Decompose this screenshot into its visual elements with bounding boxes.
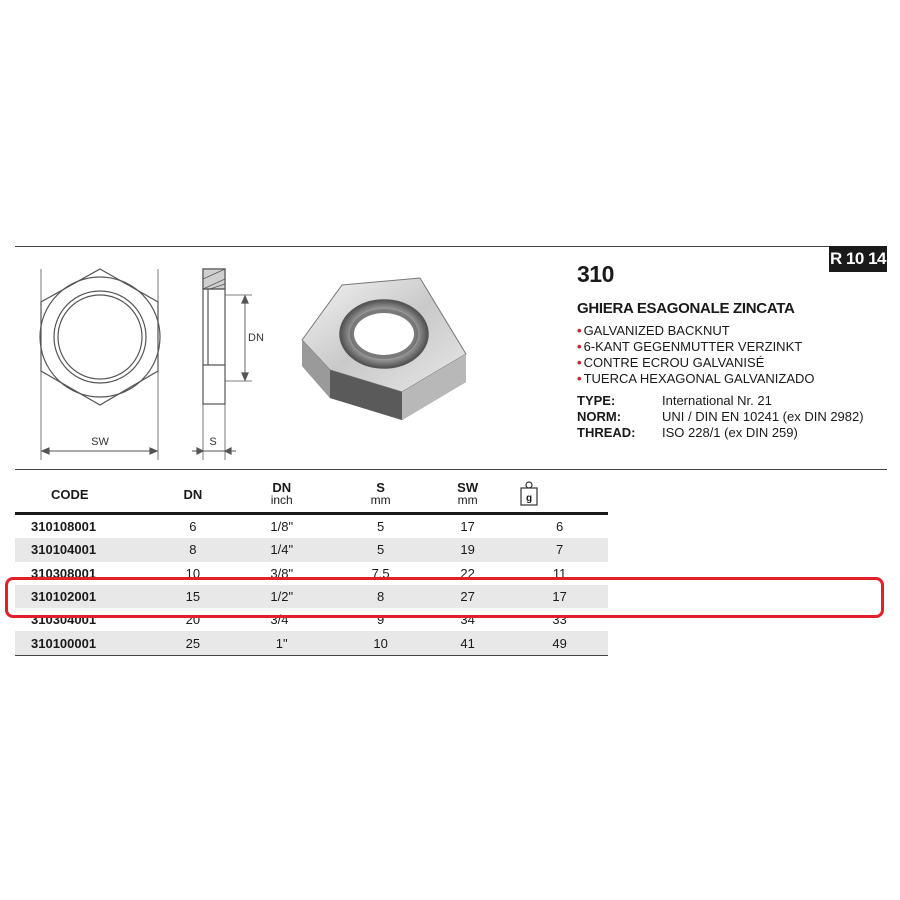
spec-type: TYPE: International Nr. 21 bbox=[577, 393, 772, 408]
mid-rule bbox=[15, 469, 887, 470]
s-dimension-label: S bbox=[209, 436, 217, 448]
spec-norm: NORM: UNI / DIN EN 10241 (ex DIN 2982) bbox=[577, 409, 864, 424]
bullet-icon: • bbox=[577, 339, 582, 354]
bullet-icon: • bbox=[577, 355, 582, 370]
technical-drawing bbox=[20, 255, 270, 465]
spec-thread: THREAD: ISO 228/1 (ex DIN 259) bbox=[577, 425, 798, 440]
header-dn-inch: DN inch bbox=[270, 480, 293, 507]
product-code-title: 310 bbox=[577, 261, 614, 287]
product-name-italian: GHIERA ESAGONALE ZINCATA bbox=[577, 300, 795, 317]
table-row-highlighted: 310102001 15 1/2" 8 27 17 bbox=[15, 585, 608, 608]
catalog-badge: R 10 14 bbox=[829, 246, 887, 272]
header-code: CODE bbox=[51, 486, 89, 502]
product-name-translations bbox=[577, 323, 814, 387]
translation-item: • 6-KANT GEGENMUTTER VERZINKT bbox=[577, 339, 803, 354]
translation-item: • CONTRE ECROU GALVANISÉ bbox=[577, 355, 765, 370]
product-specs bbox=[577, 393, 864, 441]
table-row: 310304001 20 3/4" 9 34 33 bbox=[31, 612, 567, 628]
backnut-photo bbox=[290, 270, 480, 445]
table-row: 310100001 25 1" 10 41 49 bbox=[15, 631, 608, 655]
bullet-icon: • bbox=[577, 323, 582, 338]
dn-dimension-label: DN bbox=[248, 332, 264, 344]
svg-text:g: g bbox=[526, 493, 533, 504]
row-highlight-frame bbox=[5, 577, 884, 618]
weight-icon bbox=[519, 480, 539, 506]
header-sw: SW mm bbox=[457, 480, 479, 507]
table-row: 310308001 10 3/8" 7,5 22 11 bbox=[31, 565, 567, 581]
header-s: S mm bbox=[370, 480, 391, 507]
translation-item: • TUERCA HEXAGONAL GALVANIZADO bbox=[577, 371, 815, 386]
header-weight bbox=[511, 476, 608, 514]
translation-item: • GALVANIZED BACKNUT bbox=[577, 323, 730, 338]
table-row: 310104001 8 1/4" 5 19 7 bbox=[15, 538, 608, 561]
header-dn: DN bbox=[183, 486, 203, 502]
sw-dimension-label: SW bbox=[91, 436, 109, 448]
top-rule bbox=[15, 246, 887, 247]
bullet-icon: • bbox=[577, 371, 582, 386]
table-header-row bbox=[15, 476, 608, 514]
product-table bbox=[15, 476, 608, 656]
table-row: 310108001 6 1/8" 5 17 6 bbox=[31, 519, 564, 535]
